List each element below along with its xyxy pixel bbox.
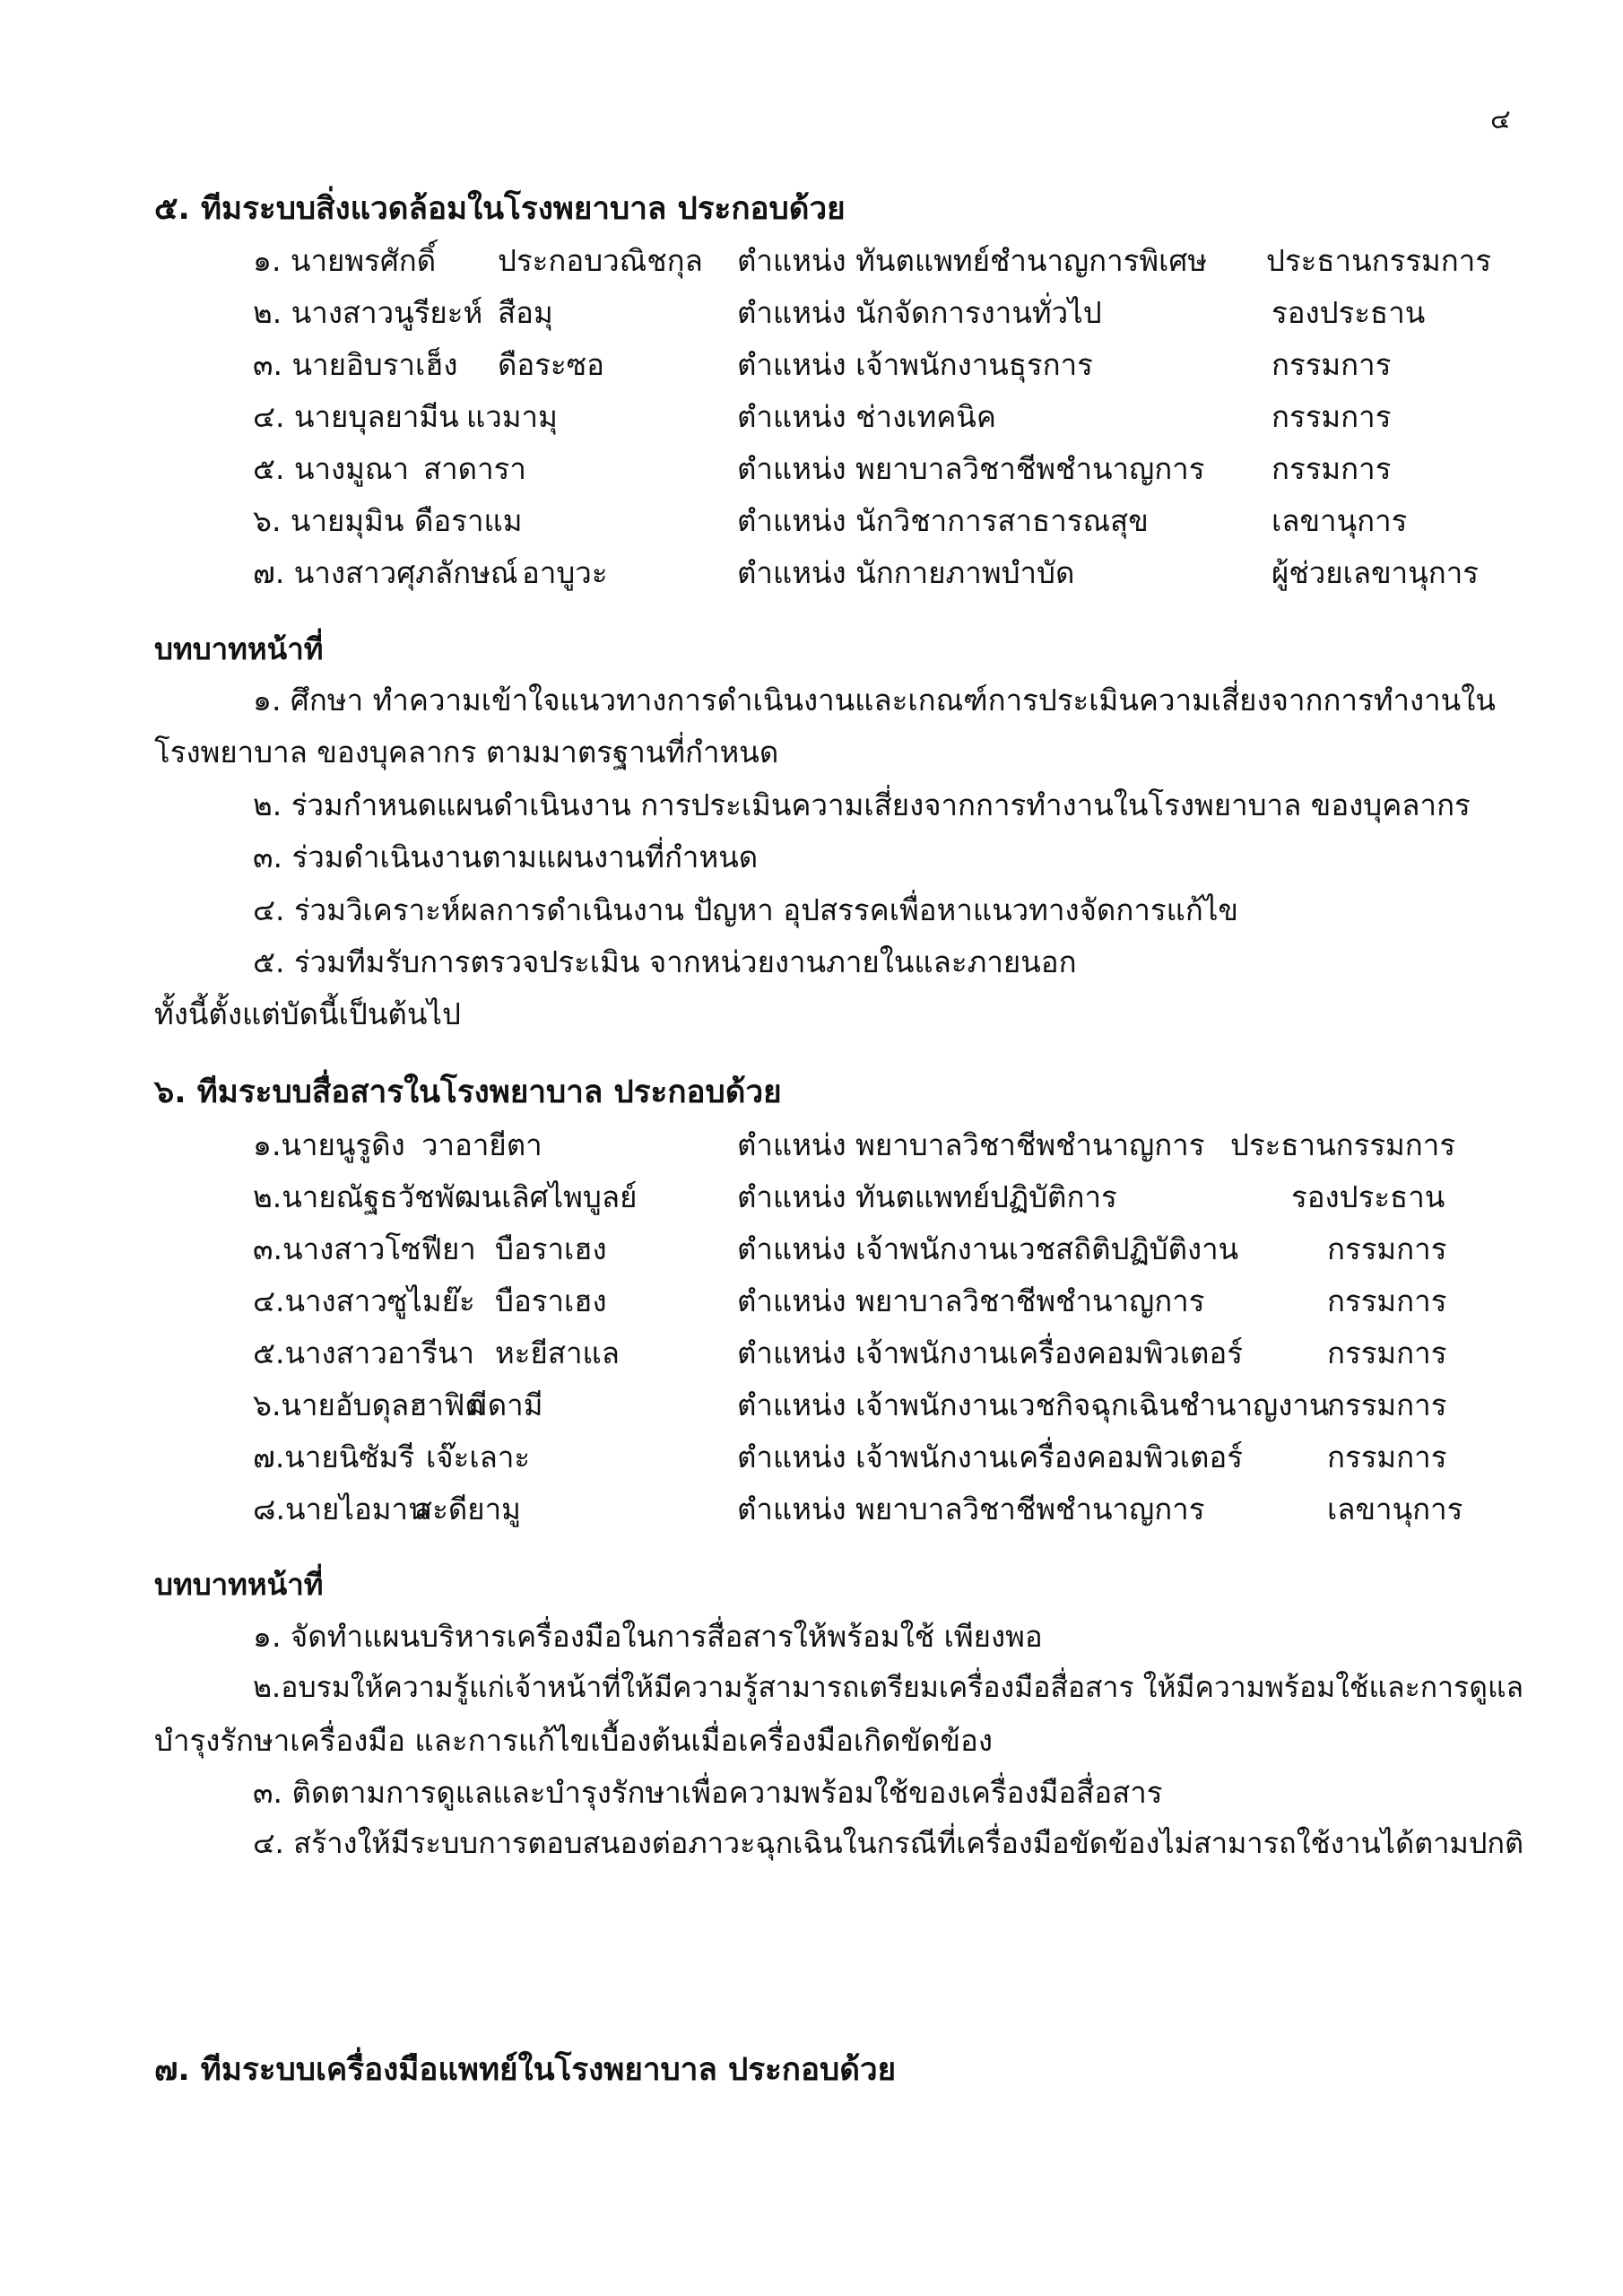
member-role: ผู้ช่วยเลขานุการ bbox=[1271, 555, 1479, 590]
section-6-duty-continuation: บำรุงรักษาเครื่องมือ และการแก้ไขเบื้องต้นเมื่อเครื่องมือเกิดขัดข้อง bbox=[154, 1723, 993, 1758]
member-name: ๕.นางสาวอารีนา bbox=[253, 1335, 475, 1370]
member-name: ๓.นางสาวโซฟียา bbox=[253, 1231, 476, 1266]
member-surname: ดือระซอ bbox=[498, 347, 604, 382]
member-surname: หะยีสาแล bbox=[495, 1335, 620, 1370]
member-role: กรรมการ bbox=[1271, 451, 1392, 486]
member-name: ๖.นายอับดุลฮาฟิต bbox=[253, 1387, 484, 1422]
section-6-member-row bbox=[0, 1173, 1623, 1216]
member-position: ตำแหน่ง นักกายภาพบำบัด bbox=[737, 555, 1075, 590]
member-position: ตำแหน่ง พยาบาลวิชาชีพชำนาญการ bbox=[737, 1127, 1205, 1162]
member-role: กรรมการ bbox=[1327, 1231, 1447, 1266]
member-position: ตำแหน่ง เจ้าพนักงานเครื่องคอมพิวเตอร์ bbox=[737, 1335, 1243, 1370]
section-6-member-row bbox=[0, 1329, 1623, 1372]
member-name: ๓. นายอิบราเฮ็ง bbox=[253, 347, 458, 382]
member-role: กรรมการ bbox=[1327, 1439, 1447, 1474]
member-name: ๗. นางสาวศุภลักษณ์ bbox=[253, 555, 518, 590]
member-role: ประธานกรรมการ bbox=[1266, 243, 1492, 278]
section-5-closing: ทั้งนี้ตั้งแต่บัดนี้เป็นต้นไป bbox=[154, 996, 461, 1031]
section-5-member-row bbox=[0, 237, 1623, 280]
section-7-heading: ๗. ทีมระบบเครื่องมือแพทย์ในโรงพยาบาล ประกอบด้วย bbox=[154, 2052, 897, 2088]
member-role: รองประธาน bbox=[1291, 1179, 1445, 1214]
member-position: ตำแหน่ง พยาบาลวิชาชีพชำนาญการ bbox=[737, 1492, 1205, 1526]
member-position: ตำแหน่ง ทันตแพทย์ปฏิบัติการ bbox=[737, 1179, 1117, 1214]
member-surname: แวมามุ bbox=[466, 399, 558, 434]
member-surname: อาบูวะ bbox=[522, 555, 608, 590]
member-name: ๘.นายไอมาน bbox=[253, 1492, 429, 1526]
section-5-member-row bbox=[0, 445, 1623, 488]
member-name: ๒.นายณัฐธวัช bbox=[253, 1179, 435, 1214]
section-5-duty: ๒. ร่วมกำหนดแผนดำเนินงาน การประเมินความเสี่ยงจากการทำงานในโรงพยาบาล ของบุคลากร bbox=[253, 787, 1471, 822]
member-surname: สาดารา bbox=[423, 451, 526, 486]
member-surname: มีดามี bbox=[468, 1387, 543, 1422]
section-5-member-row bbox=[0, 341, 1623, 384]
member-surname: เจ๊ะเลาะ bbox=[426, 1439, 531, 1474]
section-6-member-row bbox=[0, 1485, 1623, 1528]
section-6-duty: ๑. จัดทำแผนบริหารเครื่องมือในการสื่อสารให้พร้อมใช้ เพียงพอ bbox=[253, 1619, 1043, 1654]
section-6-member-row bbox=[0, 1433, 1623, 1476]
member-surname: วาอายีตา bbox=[421, 1127, 542, 1162]
section-5-member-row bbox=[0, 549, 1623, 592]
member-position: ตำแหน่ง นักจัดการงานทั่วไป bbox=[737, 295, 1102, 330]
member-role: กรรมการ bbox=[1327, 1283, 1447, 1318]
member-name: ๔. นายบุลยามีน bbox=[253, 399, 459, 434]
member-name: ๖. นายมุมิน bbox=[253, 503, 404, 538]
member-role: กรรมการ bbox=[1271, 399, 1392, 434]
member-position: ตำแหน่ง ทันตแพทย์ชำนาญการพิเศษ bbox=[737, 243, 1208, 278]
member-role: กรรมการ bbox=[1271, 347, 1392, 382]
section-5-duty: ๑. ศึกษา ทำความเข้าใจแนวทางการดำเนินงานและเกณฑ์การประเมินความเสี่ยงจากการทำงานใน bbox=[253, 683, 1496, 718]
section-6-duty: ๓. ติดตามการดูแลและบำรุงรักษาเพื่อความพร้อมใช้ของเครื่องมือสื่อสาร bbox=[253, 1775, 1163, 1810]
member-position: ตำแหน่ง พยาบาลวิชาชีพชำนาญการ bbox=[737, 1283, 1205, 1318]
section-6-duty: ๔. สร้างให้มีระบบการตอบสนองต่อภาวะฉุกเฉินในกรณีที่เครื่องมือขัดข้องไม่สามารถใช้งานได้ตามปกติ bbox=[253, 1826, 1524, 1860]
member-name: ๕. นางมูณา bbox=[253, 451, 410, 486]
section-6-member-row bbox=[0, 1381, 1623, 1424]
member-role: เลขานุการ bbox=[1271, 503, 1408, 538]
member-name: ๗.นายนิซัมรี bbox=[253, 1439, 415, 1474]
section-5-duty: ๓. ร่วมดำเนินงานตามแผนงานที่กำหนด bbox=[253, 839, 759, 874]
member-surname: สะดียามู bbox=[414, 1492, 521, 1526]
member-role: ประธานกรรมการ bbox=[1230, 1127, 1456, 1162]
page-number: ๔ bbox=[1490, 104, 1511, 135]
member-position: ตำแหน่ง เจ้าพนักงานธุรการ bbox=[737, 347, 1093, 382]
section-5-roles-heading: บทบาทหน้าที่ bbox=[154, 631, 324, 666]
member-position: ตำแหน่ง เจ้าพนักงานเวชสถิติปฏิบัติงาน bbox=[737, 1231, 1239, 1266]
section-5-member-row bbox=[0, 393, 1623, 436]
member-position: ตำแหน่ง เจ้าพนักงานเครื่องคอมพิวเตอร์ bbox=[737, 1439, 1243, 1474]
section-5-duty: ๕. ร่วมทีมรับการตรวจประเมิน จากหน่วยงานภายในและภายนอก bbox=[253, 944, 1077, 979]
member-role: เลขานุการ bbox=[1327, 1492, 1463, 1526]
member-position: ตำแหน่ง ช่างเทคนิค bbox=[737, 399, 996, 434]
member-role: รองประธาน bbox=[1271, 295, 1426, 330]
section-6-member-row bbox=[0, 1225, 1623, 1268]
member-position: ตำแหน่ง พยาบาลวิชาชีพชำนาญการ bbox=[737, 451, 1205, 486]
section-5-duty: ๔. ร่วมวิเคราะห์ผลการดำเนินงาน ปัญหา อุปสรรคเพื่อหาแนวทางจัดการแก้ไข bbox=[253, 892, 1238, 927]
section-6-roles-heading: บทบาทหน้าที่ bbox=[154, 1567, 324, 1602]
member-surname: ประกอบวณิชกุล bbox=[498, 243, 703, 278]
member-name: ๑.นายนูรูดิง bbox=[253, 1127, 405, 1162]
section-5-member-row bbox=[0, 497, 1623, 540]
member-surname: บือราเฮง bbox=[495, 1231, 607, 1266]
member-name: ๔.นางสาวซูไมย๊ะ bbox=[253, 1283, 475, 1318]
member-surname: บือราเฮง bbox=[495, 1283, 607, 1318]
section-5-heading: ๕. ทีมระบบสิ่งแวดล้อมในโรงพยาบาล ประกอบด้วย bbox=[154, 191, 846, 227]
member-role: กรรมการ bbox=[1327, 1335, 1447, 1370]
section-6-heading: ๖. ทีมระบบสื่อสารในโรงพยาบาล ประกอบด้วย bbox=[154, 1074, 782, 1110]
section-5-member-row bbox=[0, 289, 1623, 332]
member-surname: สือมุ bbox=[498, 295, 553, 330]
section-6-member-row bbox=[0, 1121, 1623, 1164]
member-role: กรรมการ bbox=[1327, 1387, 1447, 1422]
member-position: ตำแหน่ง เจ้าพนักงานเวชกิจฉุกเฉินชำนาญงาน bbox=[737, 1387, 1330, 1422]
section-6-member-row bbox=[0, 1277, 1623, 1320]
member-surname: ดือราแม bbox=[414, 503, 523, 538]
member-position: ตำแหน่ง นักวิชาการสาธารณสุข bbox=[737, 503, 1149, 538]
member-surname: พัฒนเลิศไพบูลย์ bbox=[435, 1179, 638, 1214]
member-name: ๒. นางสาวนูรียะห์ bbox=[253, 295, 483, 330]
member-name: ๑. นายพรศักดิ์ bbox=[253, 243, 437, 278]
section-6-duty: ๒.อบรมให้ความรู้แก่เจ้าหน้าที่ให้มีความรู้สามารถเตรียมเครื่องมือสื่อสาร ให้มีความพร้อมใช้และการดูแล bbox=[253, 1670, 1524, 1704]
section-5-duty-continuation: โรงพยาบาล ของบุคลากร ตามมาตรฐานที่กำหนด bbox=[154, 735, 779, 770]
